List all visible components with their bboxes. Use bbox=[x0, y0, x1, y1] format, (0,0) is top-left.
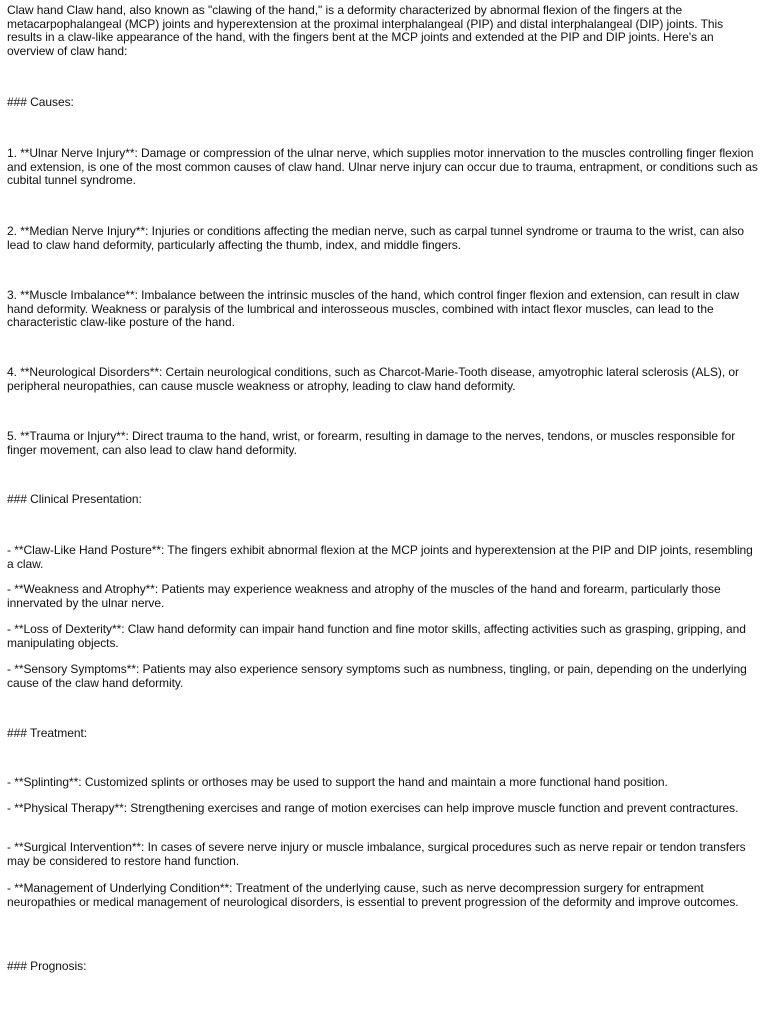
intro-paragraph: Claw hand Claw hand, also known as "clawing of the hand," is a deformity characterized by abnormal flexion of the fingers at the metacarpophalangeal (MCP) joints and hyperextension at the proximal interphalangeal (PIP) and distal interphalangeal (DIP) joints. This results in a claw-like appearance of the hand, with the fingers bent at the MCP joints and extended at the PIP and DIP joints. Here's an overview of claw hand: bbox=[7, 3, 724, 58]
treatment-item-2: - **Physical Therapy**: Strengthening exercises and range of motion exercises can help improve muscle function and prevent contractures. bbox=[7, 801, 739, 815]
cause-item-4: 4. **Neurological Disorders**: Certain neurological conditions, such as Charcot-Marie-Tooth disease, amyotrophic lateral sclerosis (ALS), or peripheral neuropathies, can cause muscle weakness or atrophy, leading to claw hand deformity. bbox=[7, 365, 739, 393]
clinical-item-4: - **Sensory Symptoms**: Patients may also experience sensory symptoms such as numbness, tingling, or pain, depending on the underlying cause of the claw hand deformity. bbox=[7, 662, 747, 690]
cause-item-5: 5. **Trauma or Injury**: Direct trauma to the hand, wrist, or forearm, resulting in damage to the nerves, tendons, or muscles responsible for finger movement, can also lead to claw hand deformity. bbox=[7, 429, 736, 457]
cause-item-1: 1. **Ulnar Nerve Injury**: Damage or compression of the ulnar nerve, which supplies motor innervation to the muscles controlling finger flexion and extension, is one of the most common causes of claw hand. Ulnar nerve injury can occur due to trauma, entrapment, or conditions such as cubital tunnel syndrome. bbox=[7, 146, 758, 187]
causes-heading: ### Causes: bbox=[7, 95, 74, 109]
treatment-item-4: - **Management of Underlying Condition**: Treatment of the underlying cause, such as nerve decompression surgery for entrapment neuropathies or medical management of neurological disorders, is essential to prevent progression of the deformity and improve outcomes. bbox=[7, 881, 739, 909]
prognosis-heading: ### Prognosis: bbox=[7, 959, 87, 973]
cause-item-2: 2. **Median Nerve Injury**: Injuries or conditions affecting the median nerve, such as carpal tunnel syndrome or trauma to the wrist, can also lead to claw hand deformity, particularly affecting the thumb, index, and middle fingers. bbox=[7, 224, 745, 252]
clinical-item-3: - **Loss of Dexterity**: Claw hand deformity can impair hand function and fine motor skills, affecting activities such as grasping, gripping, and manipulating objects. bbox=[7, 622, 746, 650]
clinical-item-2: - **Weakness and Atrophy**: Patients may experience weakness and atrophy of the muscles of the hand and forearm, particularly those innervated by the ulnar nerve. bbox=[7, 582, 721, 610]
clinical-heading: ### Clinical Presentation: bbox=[7, 492, 142, 506]
cause-item-3: 3. **Muscle Imbalance**: Imbalance between the intrinsic muscles of the hand, which control finger flexion and extension, can result in claw hand deformity. Weakness or paralysis of the lumbrical and interosseous muscles, combined with intact flexor muscles, can lead to the characteristic claw-like posture of the hand. bbox=[7, 288, 740, 329]
treatment-heading: ### Treatment: bbox=[7, 726, 88, 740]
treatment-item-3: - **Surgical Intervention**: In cases of severe nerve injury or muscle imbalance, surgical procedures such as nerve repair or tendon transfers may be considered to restore hand function. bbox=[7, 840, 746, 868]
clinical-item-1: - **Claw-Like Hand Posture**: The fingers exhibit abnormal flexion at the MCP joints and hyperextension at the PIP and DIP joints, resembling a claw. bbox=[7, 543, 753, 571]
treatment-item-1: - **Splinting**: Customized splints or orthoses may be used to support the hand and maintain a more functional hand position. bbox=[7, 775, 668, 789]
